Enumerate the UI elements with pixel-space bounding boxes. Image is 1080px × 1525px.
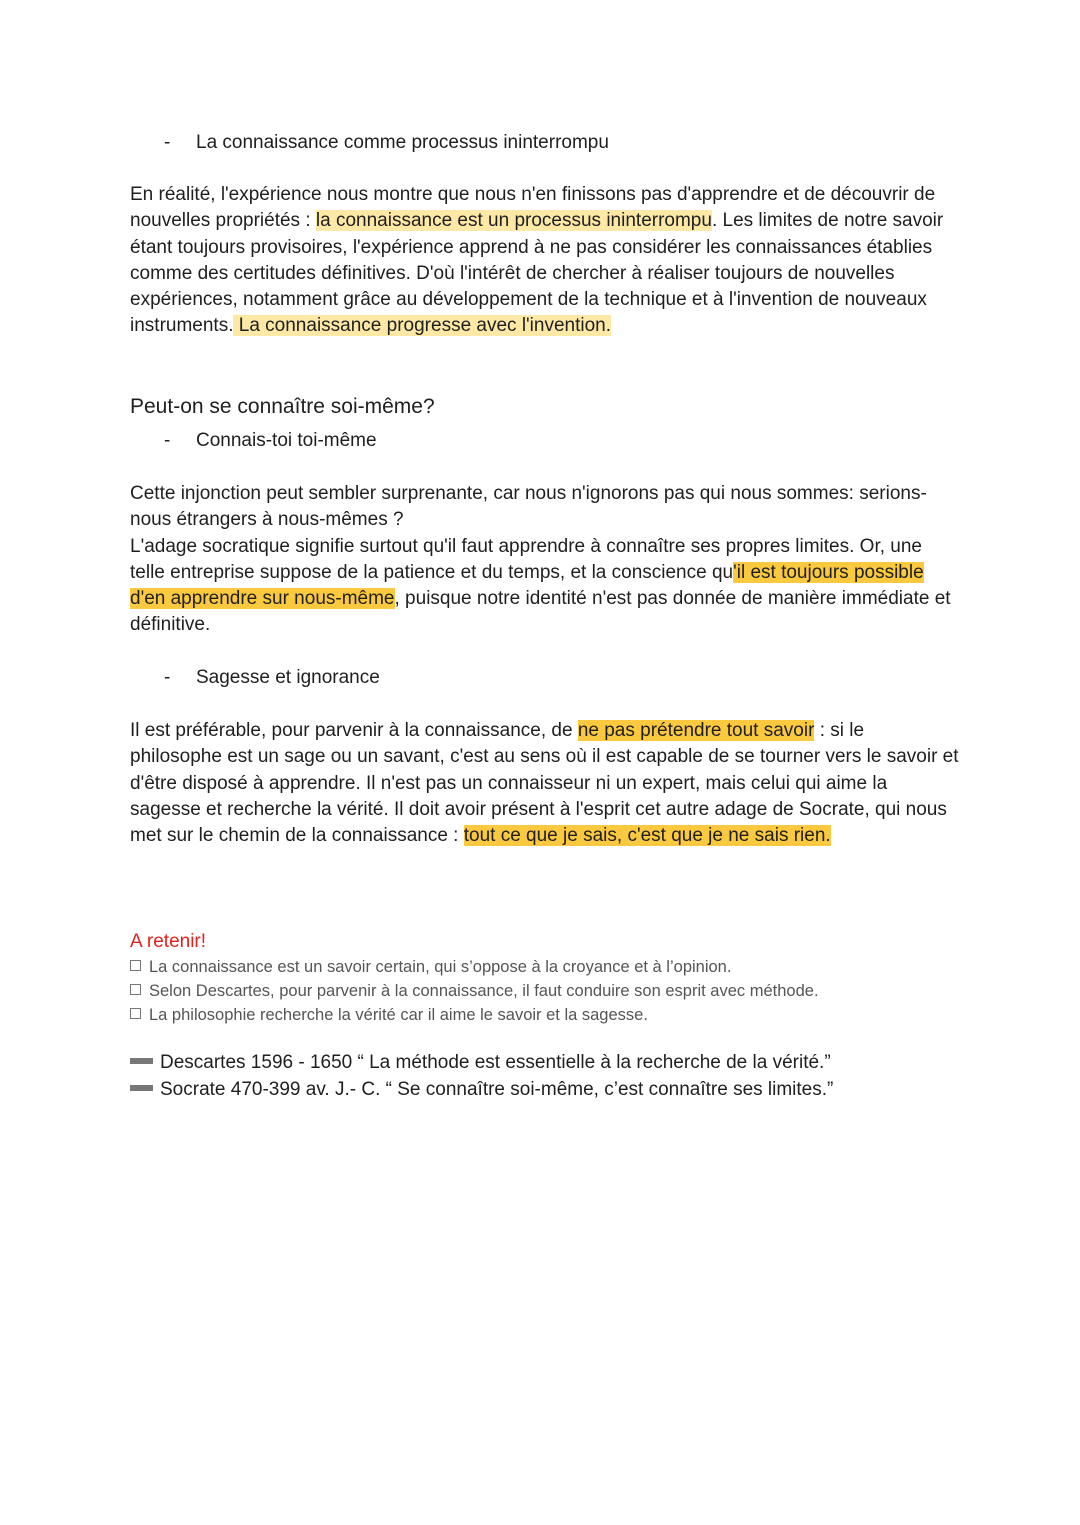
retenir-list <box>130 955 819 1027</box>
quote-item <box>130 1077 833 1104</box>
highlight: la connaissance est un processus ininterrompu <box>315 210 712 232</box>
paragraph-injunction <box>130 481 960 639</box>
checkbox-icon <box>130 1008 141 1019</box>
list-item <box>130 955 819 979</box>
paragraph-text: Cette injonction peut sembler surprenante, car nous n'ignorons pas qui nous sommes: serions-nous étrangers à nous-mêmes ? <box>130 483 927 531</box>
list-item-text: La philosophie recherche la vérité car il aime le savoir et la sagesse. <box>149 1006 648 1024</box>
paragraph-text: , puisque notre identité n'est pas donnée de manière immédiate et définitive. <box>130 588 951 636</box>
bullet-text: La connaissance comme processus ininterrompu <box>196 132 609 153</box>
quote-text: Socrate 470-399 av. J.- C. “ Se connaître soi-même, c’est connaître ses limites.” <box>160 1078 834 1100</box>
list-item-text: Selon Descartes, pour parvenir à la connaissance, il faut conduire son esprit avec méthode. <box>149 982 819 1000</box>
paragraph-text: L'adage socratique signifie surtout qu'il faut apprendre à connaître ses propres limites. Or, une telle entreprise suppose de la patience et du temps, et la conscience qu <box>130 535 922 583</box>
paragraph-line <box>130 534 960 639</box>
checkbox-icon <box>130 984 141 995</box>
paragraph-experience <box>130 182 960 340</box>
highlight: tout ce que je sais, c'est que je ne sais rien. <box>463 825 831 847</box>
paragraph-text: En réalité, l'expérience nous montre que nous n'en finissons pas d'apprendre et de découvrir de nouvelles propriétés : <box>130 184 936 232</box>
list-item-text: La connaissance est un savoir certain, qui s’oppose à la croyance et à l’opinion. <box>149 958 732 976</box>
highlight: ne pas prétendre tout savoir <box>577 720 815 741</box>
paragraph-text: : si le philosophe est un sage ou un savant, c'est au sens où il est capable de se tourner vers le savoir et d'être disposé à apprendre. Il n'est pas un connaisseur ni un expert, mais celui qui aime la sagesse et recherche la vérité. Il doit avoir présent à l'esprit cet autre adage de Socrate, qui nous met sur le chemin de la connaissance : <box>130 720 959 847</box>
paragraph-text: . Les limites de notre savoir étant toujours provisoires, l'expérience apprend à ne pas considérer les connaissances établies comme des certitudes définitives. D'où l'intérêt de chercher à réaliser toujours de nouvelles expériences, notamment grâce au développement de la technique et à l'invention de nouveaux instruments. <box>130 210 944 337</box>
bullet-dash: - <box>164 132 171 153</box>
paragraph-wisdom <box>130 718 960 849</box>
quote-bar-icon <box>130 1085 153 1091</box>
quote-item <box>130 1050 833 1077</box>
bullet-text: Sagesse et ignorance <box>196 667 380 688</box>
checkbox-icon <box>130 960 141 971</box>
paragraph-text: Il est préférable, pour parvenir à la connaissance, de <box>130 720 578 741</box>
list-item <box>130 1003 819 1027</box>
highlight: La connaissance progresse avec l'invention. <box>233 315 612 337</box>
bullet-text: Connais-toi toi-même <box>196 430 377 451</box>
quote-bar-icon <box>130 1058 153 1064</box>
quotes-list <box>130 1050 833 1103</box>
section-heading: Peut-on se connaître soi-même? <box>130 395 435 418</box>
highlight: 'il est toujours possible d'en apprendre sur nous-même <box>130 561 924 610</box>
quote-text: Descartes 1596 - 1650 “ La méthode est essentielle à la recherche de la vérité.” <box>160 1052 831 1073</box>
bullet-dash: - <box>164 430 171 451</box>
list-item <box>130 979 819 1003</box>
retenir-title: A retenir! <box>130 931 207 952</box>
bullet-dash: - <box>164 667 171 688</box>
